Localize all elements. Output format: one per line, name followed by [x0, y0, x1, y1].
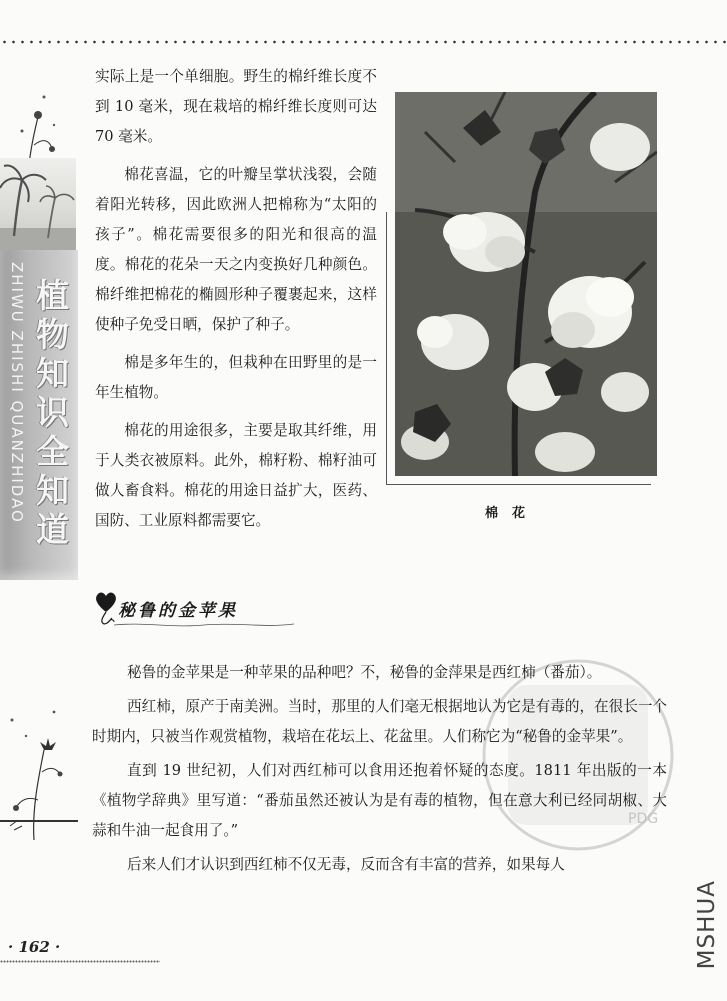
page-number: · 162 · — [8, 938, 61, 956]
photo-caption: 棉花 — [485, 506, 540, 521]
cotton-photo — [395, 92, 657, 476]
section-heading — [92, 590, 282, 630]
bottom-dotted-rule — [0, 960, 160, 963]
section-title: 秘鲁的金苹果 — [118, 601, 238, 621]
sidebar-decoration — [0, 52, 78, 1000]
edge-brand-text: MSHUA — [694, 880, 720, 970]
cotton-text-column — [95, 62, 377, 536]
paragraph: 棉花的用途很多，主要是取其纤维，用于人类衣被原料。此外，棉籽粉、棉籽油可做人畜食料。棉花的用途日益扩大，医药、国防、工业原料都需要它。 — [95, 422, 377, 529]
heading-underline — [114, 620, 294, 630]
vertical-book-title: 植物知识全知道 — [31, 278, 70, 551]
top-dotted-rule — [0, 40, 727, 44]
paragraph: 秘鲁的金苹果是一种苹果的品种吧？不，秘鲁的金萍果是西红柿（番茄）。 — [127, 664, 602, 681]
watermark-text: PDG — [628, 811, 659, 827]
paragraph: 棉花喜温，它的叶瓣呈掌状浅裂，会随着阳光转移，因此欧洲人把棉称为“太阳的孩子”。棉花需要很多的阳光和很高的温度。棉花的花朵一天之内变换好几种颜色。棉纤维把棉花的椭圆形种子覆裹起来，这样使种子免受日晒，保护了种子。 — [95, 166, 377, 333]
paragraph: 后来人们才认识到西红柿不仅无毒，反而含有丰富的营养，如果每人 — [127, 856, 565, 873]
paragraph: 棉是多年生的，但栽种在田野里的是一年生植物。 — [95, 354, 377, 401]
left-margin-rule — [0, 820, 78, 822]
flower-ornament-icon — [4, 700, 64, 850]
paragraph: 实际上是一个单细胞。野生的棉纤维长度不到 10 毫米，现在栽培的棉纤维长度则可达 70 毫米。 — [95, 68, 377, 145]
paragraph: 西红柿，原产于南美洲。当时，那里的人们毫无根据地认为它是有毒的，在很长一个时期内，只被当作观赏植物，栽培在花坛上、花盆里。人们称它为“秘鲁的金苹果”。 — [92, 698, 668, 745]
palm-beach-image — [0, 158, 76, 250]
paragraph: 直到 19 世纪初，人们对西红柿可以食用还抱着怀疑的态度。1811 年出版的一本《植物学辞典》里写道：“番茄虽然还被认为是有毒的植物，但在意大利已经同胡椒、大蒜和牛油一起食用了。” — [92, 762, 667, 839]
tomato-text-body — [92, 658, 667, 884]
vertical-pinyin-title: ZHIWU ZHISHI QUANZHIDAO — [8, 262, 26, 524]
